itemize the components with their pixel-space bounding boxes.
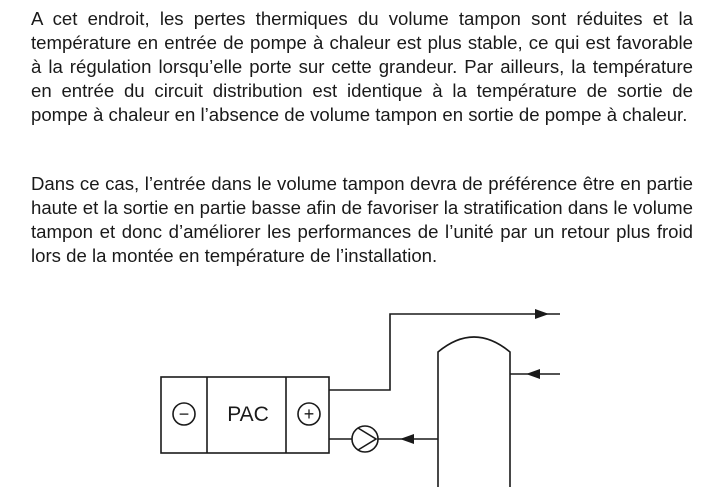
outlet-arrow-icon (400, 434, 414, 444)
minus-terminal (173, 403, 195, 425)
buffer-tank (438, 337, 510, 487)
plus-terminal (298, 403, 320, 425)
plus-symbol: + (303, 404, 315, 424)
supply-arrow-icon (535, 309, 549, 319)
return-arrow-icon (526, 369, 540, 379)
paragraph-1: A cet endroit, les pertes thermiques du volume tampon sont réduites et la température en entrée de pompe à chaleur est plus stable, ce qui est favorable à la régulation lorsqu’elle porte sur cette grandeur. Par ailleurs, la température en entrée du circuit distribution est identique à la température de sortie de pompe à chaleur en l’absence de volume tampon en sortie de pompe à chaleur. (31, 8, 693, 125)
supply-pipe (329, 314, 560, 390)
circulator-pump-icon (352, 426, 378, 452)
paragraph-2: Dans ce cas, l’entrée dans le volume tampon devra de préférence être en partie haute et la sortie en partie basse afin de favoriser la stratification dans le volume tampon et donc d’améliorer les performances de l’unité par un retour plus froid lors de la montée en température de l’installation. (31, 173, 693, 266)
heat-pump-label: PAC (227, 403, 269, 426)
minus-symbol: − (178, 404, 190, 424)
